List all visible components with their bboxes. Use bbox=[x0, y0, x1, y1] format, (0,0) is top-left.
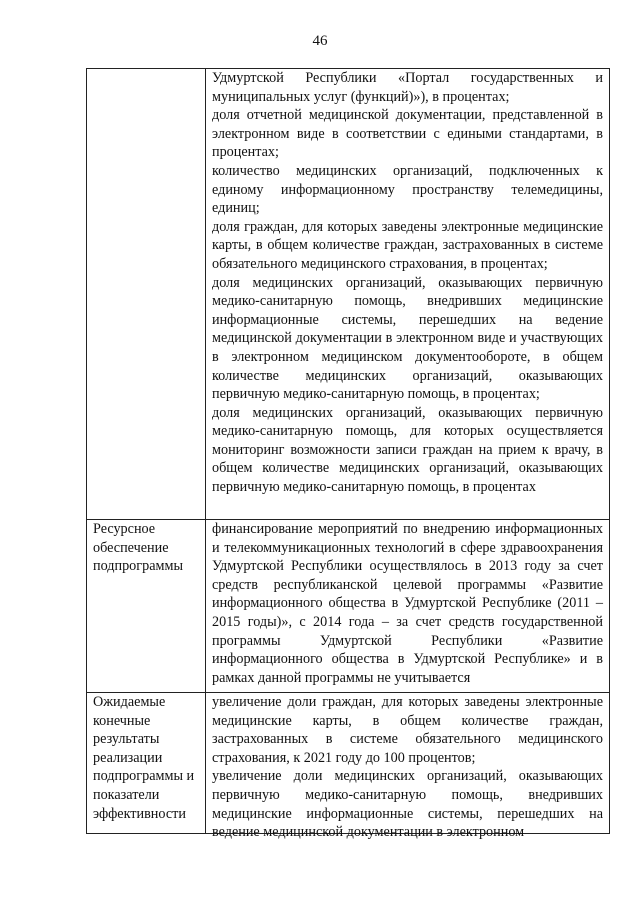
content-clip bbox=[212, 693, 603, 841]
row-content bbox=[206, 520, 610, 693]
paragraph: увеличение доли медицинских организаций, оказывающих первичную медико-санитарную помощь, внедривших медицинские информационные системы, перешедших на ведение медицинской документации в электронном bbox=[212, 768, 603, 841]
table-row bbox=[87, 693, 610, 834]
row-label bbox=[87, 69, 206, 520]
paragraph: количество медицинских организаций, подключенных к единому информационному пространству телемедицины, единиц; bbox=[212, 162, 603, 217]
paragraph: доля медицинских организаций, оказывающих первичную медико-санитарную помощь, для которых осуществляется мониторинг возможности записи граждан на прием к врачу, в общем количестве медицинских организаций, оказывающих первичную медико-санитарную помощь, в процентах bbox=[212, 404, 603, 496]
row-content bbox=[206, 693, 610, 841]
page-number: 46 bbox=[312, 33, 328, 49]
paragraph: доля граждан, для которых заведены электронные медицинские карты, в общем количестве граждан, застрахованных в системе обязательного медицинского страхования, в процентах; bbox=[212, 218, 603, 272]
table-row bbox=[87, 69, 610, 520]
paragraph: доля отчетной медицинской документации, представленной в электронном виде в соответствии с едиными стандартами, в процентах; bbox=[212, 107, 603, 161]
row-label: Ресурсное обеспечение подпрограммы bbox=[87, 520, 206, 693]
row-label: Ожидаемые конечные результаты реализации подпрограммы и показатели эффективности bbox=[87, 693, 206, 834]
table-row bbox=[87, 520, 610, 693]
paragraph: доля медицинских организаций, оказывающих первичную медико-санитарную помощь, внедривших медицинские информационные системы, перешедших на ведение медицинской документации в электронном виде и участвующих в электронном медицинском документообороте, в общем количестве медицинских организаций, оказывающих первичную медико-санитарную помощь, в процентах; bbox=[212, 274, 603, 403]
program-passport-table bbox=[86, 68, 610, 841]
row-content bbox=[206, 69, 610, 520]
paragraph: увеличение доли граждан, для которых заведены электронные медицинские карты, в общем количестве граждан, застрахованных в системе обязательного медицинского страхования, к 2021 году до 100 процентов; bbox=[212, 694, 603, 766]
paragraph: финансирование мероприятий по внедрению информационных и телекоммуникационных технологий в сфере здравоохранения Удмуртской Республики осуществлялось в 2013 году за счет средств республиканской целевой программы «Развитие информационного общества в Удмуртской Республике (2011 – 2015 годы)», с 2014 года – за счет средств государственной программы Удмуртской Республики «Развитие информационного общества в Удмуртской Республике» и в рамках данной программы не учитывается bbox=[212, 521, 603, 686]
paragraph: Удмуртской Республики «Портал государственных и муниципальных услуг (функций)»), в процентах; bbox=[212, 70, 603, 105]
